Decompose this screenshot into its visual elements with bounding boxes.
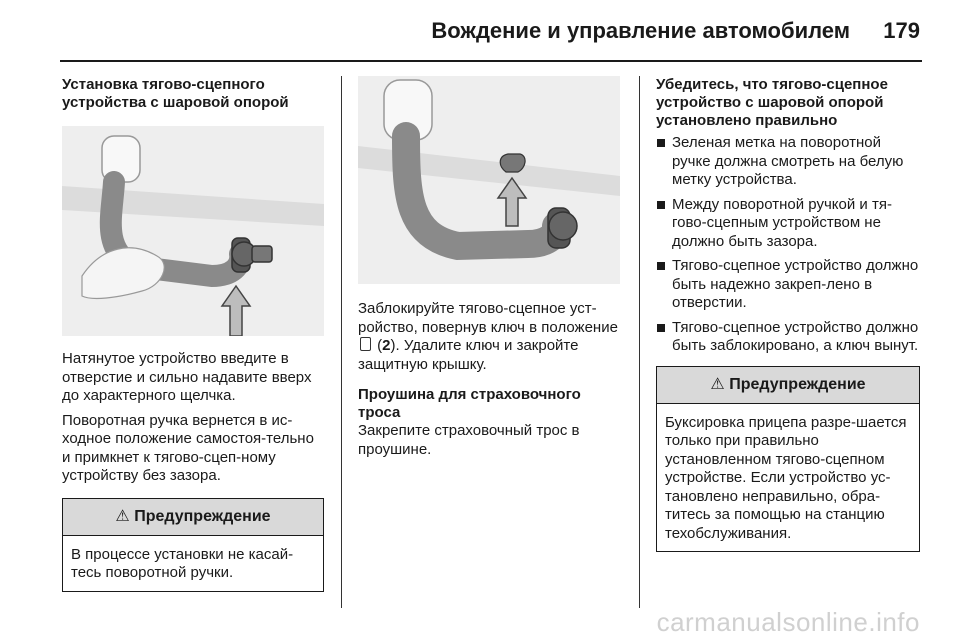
list-item — [656, 257, 922, 313]
warning-icon: ⚠ — [710, 375, 725, 393]
list-item-text: Тягово-сцепное устройство должно быть заблокировано, а ключ вынут. — [672, 318, 919, 354]
column-left — [62, 76, 324, 592]
warning-header — [657, 367, 919, 404]
paragraph: Натянутое устройство введите в отверстие и сильно надавите вверх до характерного щелчка. — [62, 350, 312, 404]
section-heading: Установка тягово-сцепного устройства с шаровой опорой — [62, 76, 289, 111]
bullet-icon — [657, 262, 665, 270]
column-divider — [639, 76, 640, 608]
bullet-list — [656, 134, 922, 356]
warning-text: Буксировка прицепа разре-шается только при правильно установленном тягово-сцепном устройстве. Если устройство ус-тановлено неправильно, обра-титесь за помощью на станцию техобслуживания. — [665, 413, 907, 542]
tow-hitch-lock-drawing — [358, 76, 620, 284]
section-heading: Убедитесь, что тягово-сцепное устройство с шаровой опорой установлено правильно — [656, 76, 888, 129]
list-item-text: Между поворотной ручкой и тя-гово-сцепным устройством не должно быть зазора. — [672, 195, 892, 250]
section-heading: Проушина для страховочного троса — [358, 386, 581, 421]
warning-title: Предупреждение — [134, 507, 271, 525]
key-icon — [360, 337, 371, 351]
column-right — [656, 76, 922, 552]
illustration-tow-hitch-insert — [62, 126, 324, 336]
page-header — [0, 0, 960, 60]
paragraph-part: ( — [377, 337, 383, 354]
list-item — [656, 134, 922, 190]
paragraph — [358, 300, 620, 374]
paragraph-part: ). Удалите ключ и закройте защитную крышку. — [358, 337, 579, 373]
page-title: Вождение и управление автомобилем — [431, 18, 850, 43]
column-divider — [341, 76, 342, 608]
paragraph-part: Заблокируйте тягово-сцепное уст-ройство, повернув ключ в положение — [358, 300, 618, 336]
illustration-tow-hitch-lock — [358, 76, 620, 284]
bullet-icon — [657, 201, 665, 209]
watermark: carmanualsonline.info — [656, 607, 920, 637]
warning-box — [656, 366, 920, 553]
bullet-icon — [657, 324, 665, 332]
header-rule — [60, 60, 922, 62]
page-number: 179 — [883, 18, 920, 43]
list-item — [656, 319, 922, 356]
paragraph: Закрепите страховочный трос в проушине. — [358, 422, 580, 458]
warning-title: Предупреждение — [729, 375, 866, 393]
warning-icon: ⚠ — [115, 507, 130, 525]
warning-header — [63, 499, 323, 536]
bullet-icon — [657, 139, 665, 147]
warning-box — [62, 498, 324, 592]
column-middle — [358, 76, 620, 465]
warning-text: В процессе установки не касай-тесь поворотной ручки. — [71, 545, 294, 581]
paragraph-bold: 2 — [382, 337, 391, 354]
list-item — [656, 196, 922, 252]
list-item-text: Зеленая метка на поворотной ручке должна смотреть на белую метку устройства. — [672, 134, 904, 188]
paragraph: Поворотная ручка вернется в ис-ходное положение самостоя-тельно и примкнет к тягово-сцеп-ному устройству без зазора. — [62, 411, 314, 484]
tow-hitch-insert-drawing — [62, 126, 324, 336]
list-item-text: Тягово-сцепное устройство должно быть надежно закреп-лено в отверстии. — [672, 257, 919, 311]
